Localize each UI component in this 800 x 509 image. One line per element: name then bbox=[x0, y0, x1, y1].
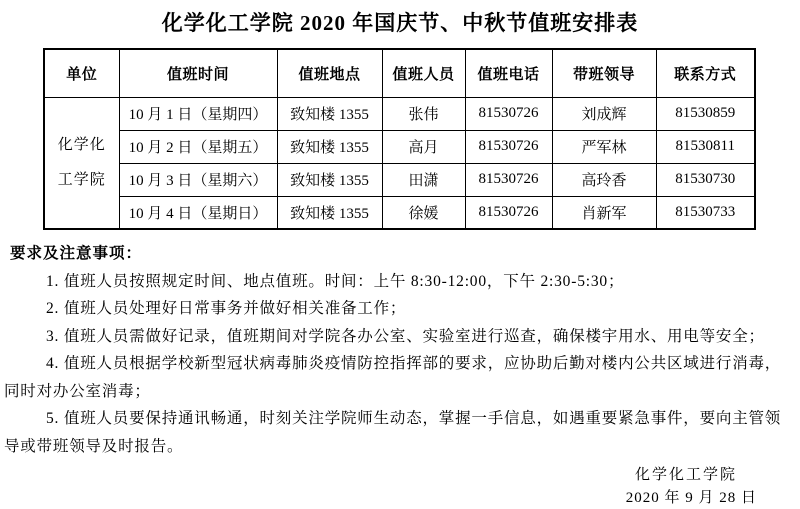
col-header-contact: 联系方式 bbox=[656, 49, 755, 97]
note-item-2: 2. 值班人员处理好日常事务并做好相关准备工作； bbox=[46, 300, 407, 317]
contact-cell: 81530733 bbox=[656, 196, 755, 229]
signature-org: 化学化工学院 bbox=[634, 467, 737, 483]
duty-schedule-table bbox=[43, 48, 756, 230]
col-header-leader: 带班领导 bbox=[552, 49, 656, 97]
phone-cell: 81530726 bbox=[465, 97, 552, 130]
time-cell: 10 月 2 日（星期五） bbox=[119, 130, 277, 163]
col-header-phone: 值班电话 bbox=[465, 49, 552, 97]
table-row bbox=[44, 130, 755, 163]
contact-cell: 81530811 bbox=[656, 130, 755, 163]
col-header-person: 值班人员 bbox=[382, 49, 465, 97]
phone-cell: 81530726 bbox=[465, 163, 552, 196]
table-row bbox=[44, 97, 755, 130]
col-header-unit: 单位 bbox=[44, 49, 119, 97]
table-header-row bbox=[44, 49, 755, 97]
contact-cell: 81530730 bbox=[656, 163, 755, 196]
person-cell: 徐媛 bbox=[382, 196, 465, 229]
time-cell: 10 月 1 日（星期四） bbox=[119, 97, 277, 130]
col-header-time: 值班时间 bbox=[119, 49, 277, 97]
col-header-place: 值班地点 bbox=[277, 49, 382, 97]
person-cell: 张伟 bbox=[382, 97, 465, 130]
contact-cell: 81530859 bbox=[656, 97, 755, 130]
table-row bbox=[44, 196, 755, 229]
notes-section bbox=[4, 240, 794, 460]
place-cell: 致知楼 1355 bbox=[277, 163, 382, 196]
signature-date: 2020 年 9 月 28 日 bbox=[625, 490, 757, 506]
page-title: 化学化工学院 2020 年国庆节、中秋节值班安排表 bbox=[161, 11, 639, 35]
note-item-5: 5. 值班人员要保持通讯畅通，时刻关注学院师生动态，掌握一手信息，如遇重要紧急事件，要向主管领导或带班领导及时报告。 bbox=[4, 410, 782, 455]
leader-cell: 高玲香 bbox=[552, 163, 656, 196]
unit-cell: 化学化工学院 bbox=[44, 97, 119, 229]
leader-cell: 肖新军 bbox=[552, 196, 656, 229]
note-item-3: 3. 值班人员需做好记录，值班期间对学院各办公室、实验室进行巡查，确保楼宇用水、用电等安全； bbox=[46, 327, 765, 345]
leader-cell: 刘成辉 bbox=[552, 97, 656, 130]
place-cell: 致知楼 1355 bbox=[277, 130, 382, 163]
leader-cell: 严军林 bbox=[552, 130, 656, 163]
place-cell: 致知楼 1355 bbox=[277, 97, 382, 130]
place-cell: 致知楼 1355 bbox=[277, 196, 382, 229]
note-item-4: 4. 值班人员根据学校新型冠状病毒肺炎疫情防控指挥部的要求，应协助后勤对楼内公共区域进行消毒，同时对办公室消毒； bbox=[4, 355, 782, 400]
time-cell: 10 月 4 日（星期日） bbox=[119, 196, 277, 229]
signature-block bbox=[0, 464, 800, 509]
person-cell: 田潇 bbox=[382, 163, 465, 196]
table-row bbox=[44, 163, 755, 196]
phone-cell: 81530726 bbox=[465, 196, 552, 229]
time-cell: 10 月 3 日（星期六） bbox=[119, 163, 277, 196]
phone-cell: 81530726 bbox=[465, 130, 552, 163]
note-item-1: 1. 值班人员按照规定时间、地点值班。时间：上午 8:30-12:00，下午 2:30-5:30； bbox=[46, 272, 625, 290]
notes-heading: 要求及注意事项： bbox=[10, 245, 143, 262]
person-cell: 高月 bbox=[382, 130, 465, 163]
